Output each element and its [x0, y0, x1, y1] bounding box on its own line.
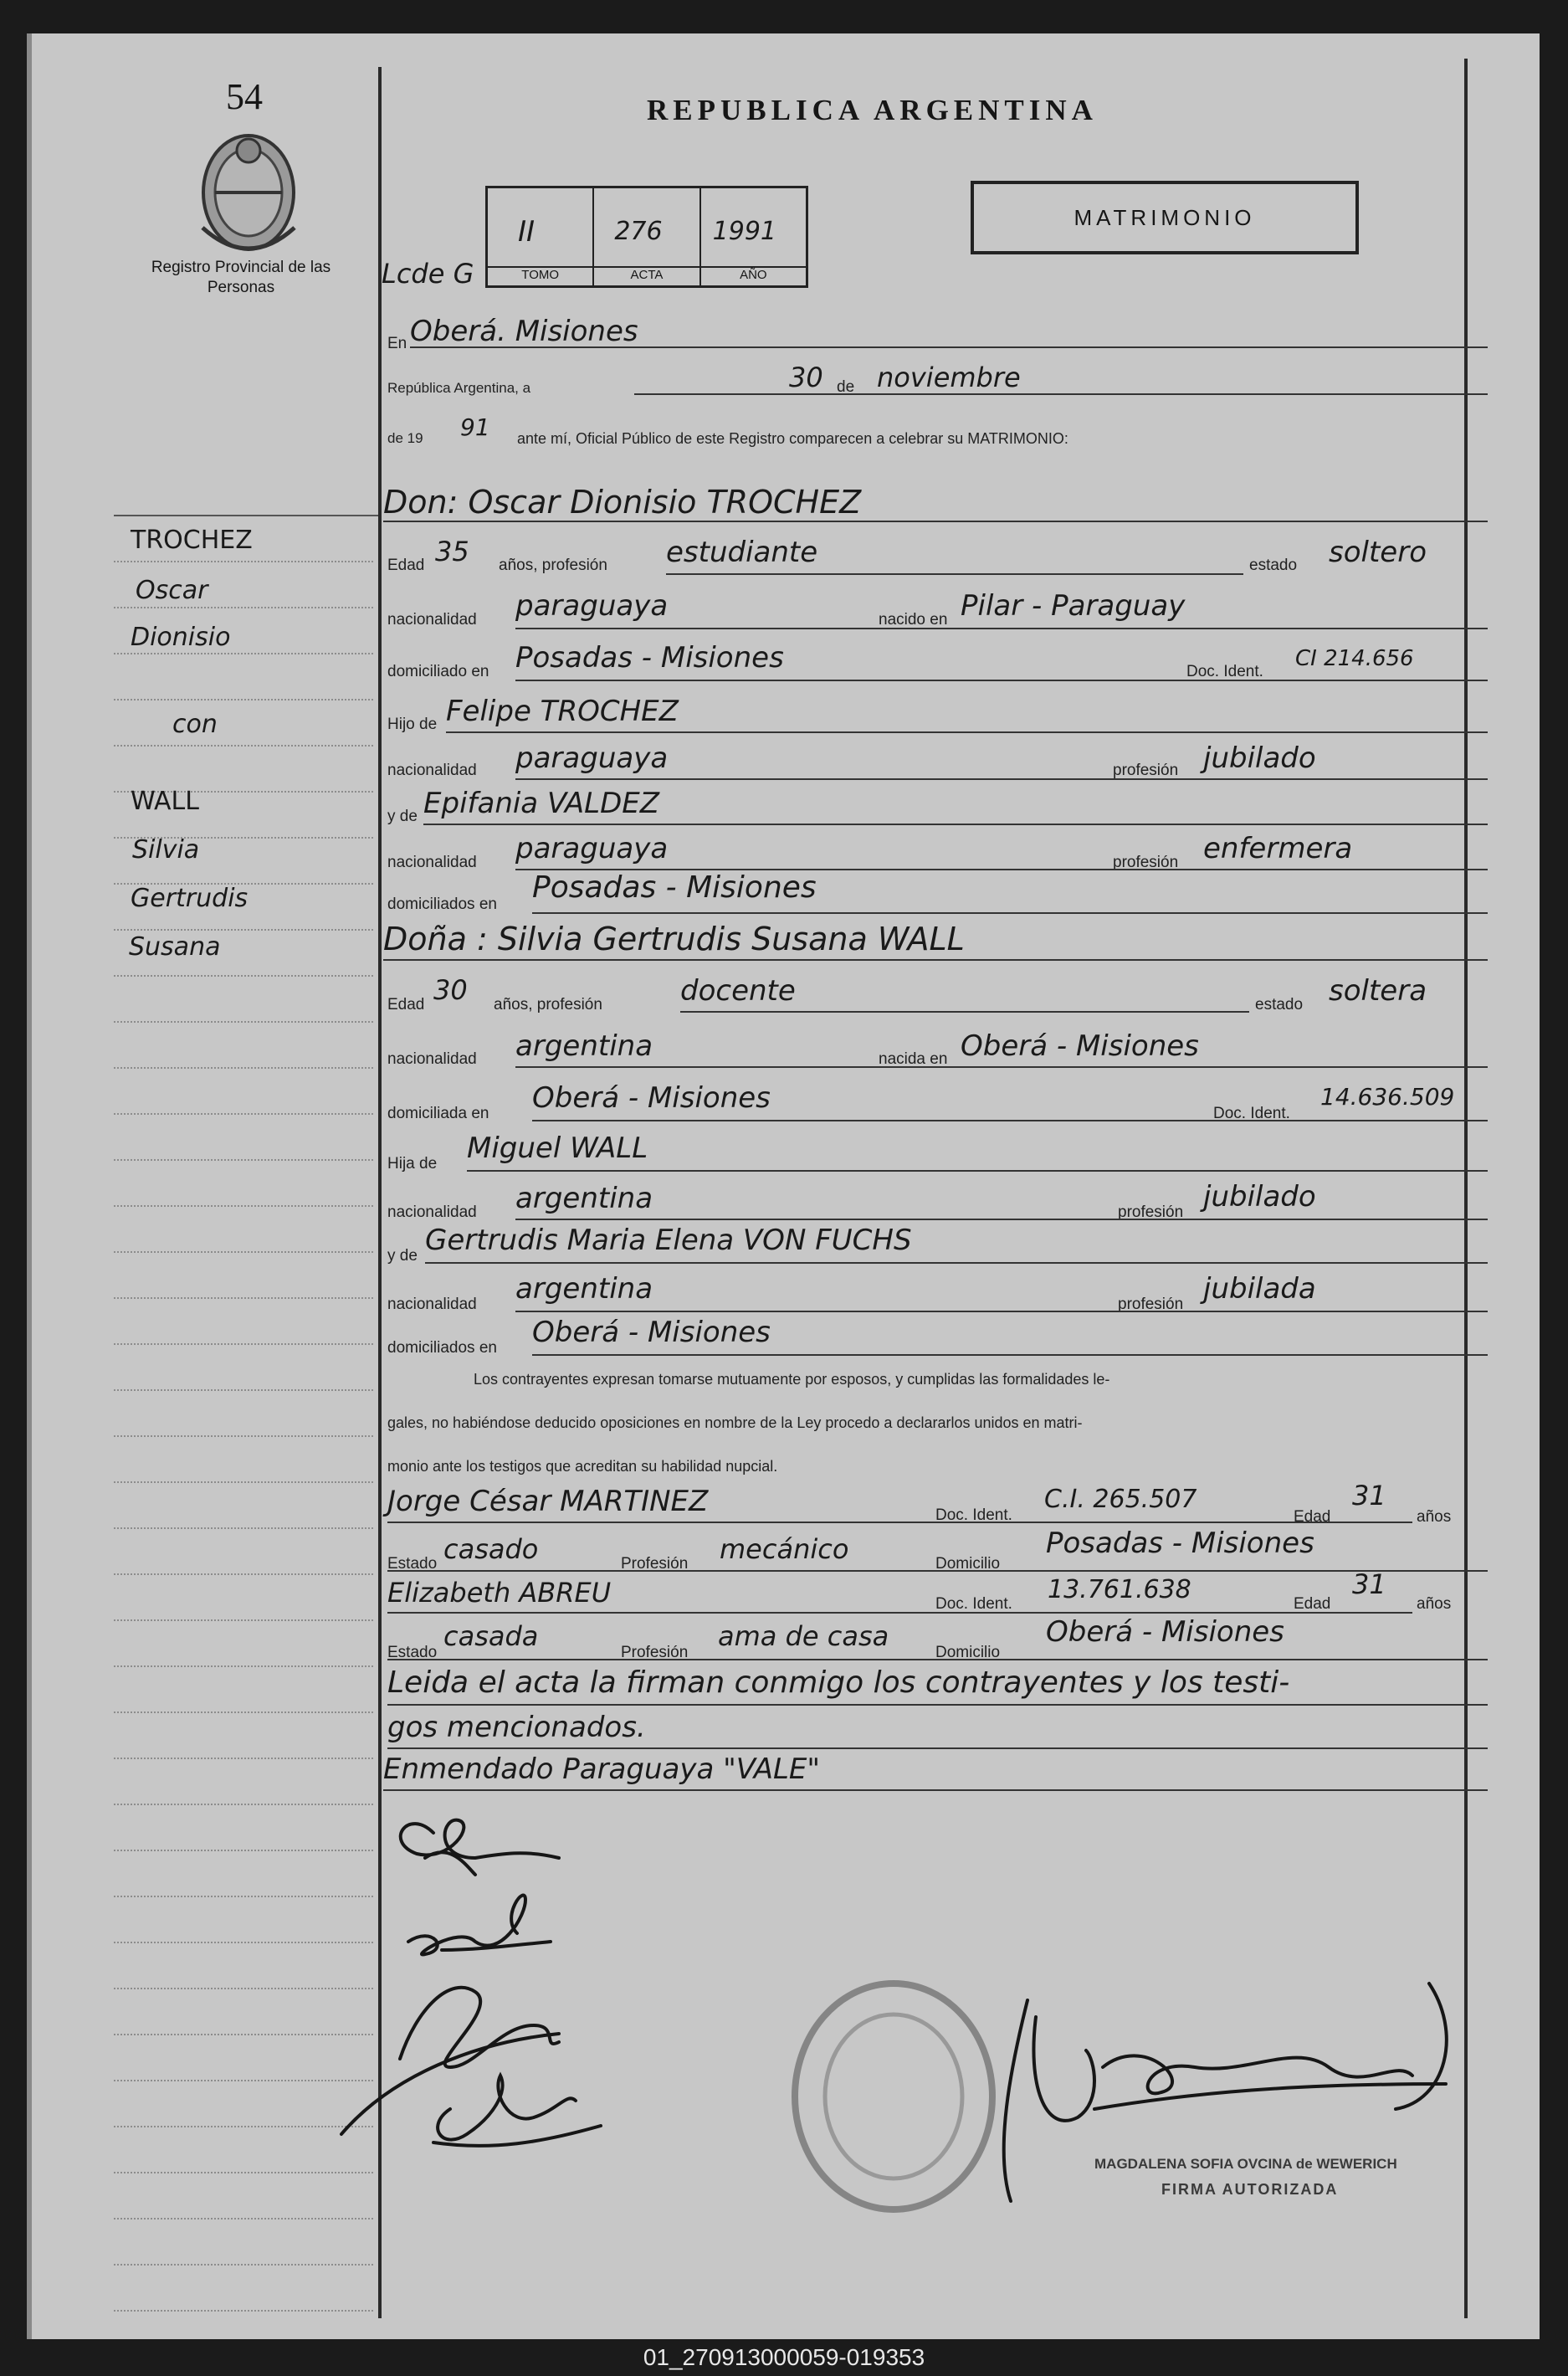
margin-name: WALL: [131, 787, 199, 816]
groom-estado-label: estado: [1249, 557, 1298, 574]
bride-padre: Miguel WALL: [467, 1132, 648, 1165]
amendment-note: Enmendado Paraguaya "VALE": [383, 1752, 821, 1786]
declaration-line: gales, no habiéndose deducido oposiciones en nombre de la Ley procedo a declararlos unidos en matri-: [387, 1414, 1083, 1431]
groom-madre-prof: enfermera: [1203, 832, 1353, 865]
field-line: [515, 680, 1488, 681]
margin-top-line: [114, 515, 378, 516]
bride-profesion: docente: [680, 974, 796, 1008]
groom-madre-prof-label: profesión: [1113, 854, 1179, 871]
groom-padre-nac: paraguaya: [515, 742, 669, 775]
witness1-doc: C.I. 265.507: [1044, 1485, 1197, 1514]
bride-padres-dom-label: domiciliados en: [387, 1339, 497, 1357]
coat-of-arms-logo: [194, 127, 303, 269]
date-month: noviembre: [877, 362, 1021, 393]
bride-edad-label: Edad: [387, 996, 425, 1014]
year-label: de 19: [387, 430, 423, 446]
book-prefix: Lcde G: [382, 258, 474, 290]
bride-prof-label: años, profesión: [494, 996, 602, 1014]
field-line: [515, 628, 1488, 629]
witness1-name: Jorge César MARTINEZ: [387, 1485, 709, 1518]
groom-nacionalidad: paraguaya: [515, 589, 669, 623]
witness1-dom-label: Domicilio: [935, 1555, 1001, 1573]
bride-madre-label: y de: [387, 1247, 418, 1265]
acta-label: ACTA: [594, 266, 699, 282]
field-line: [680, 1011, 1249, 1013]
bride-nacida-label: nacida en: [879, 1050, 948, 1068]
field-line: [387, 1659, 1488, 1660]
witness1-doc-label: Doc. Ident.: [935, 1506, 1012, 1524]
field-line: [634, 393, 1488, 395]
witness2-dom-label: Domicilio: [935, 1644, 1001, 1661]
field-line: [515, 1066, 1488, 1068]
margin-name: Oscar: [136, 576, 208, 605]
record-type: MATRIMONIO: [1074, 205, 1256, 230]
bride-header: Doña : Silvia Gertrudis Susana WALL: [383, 921, 965, 957]
groom-edad-label: Edad: [387, 557, 425, 574]
bride-estado-label: estado: [1255, 996, 1304, 1014]
field-line: [383, 959, 1488, 961]
field-line: [446, 731, 1488, 733]
witness1-dom: Posadas - Misiones: [1046, 1527, 1314, 1560]
record-page: [27, 33, 1540, 2339]
field-line: [387, 1704, 1488, 1706]
stamp-name: MAGDALENA SOFIA OVCINA de WEWERICH: [1094, 2156, 1397, 2172]
field-line: [532, 1120, 1488, 1121]
witness1-edad: 31: [1352, 1480, 1386, 1511]
groom-padre-prof-label: profesión: [1113, 762, 1179, 779]
witness1-prof-label: Profesión: [621, 1555, 689, 1573]
field-line: [410, 346, 1488, 348]
bride-padre-prof: jubilado: [1203, 1180, 1316, 1214]
bride-nacionalidad: argentina: [515, 1029, 653, 1063]
bride-doc-label: Doc. Ident.: [1213, 1105, 1290, 1122]
registry-name: Registro Provincial de las Personas: [151, 259, 331, 296]
country-title: REPUBLICA ARGENTINA: [647, 94, 1098, 126]
bride-doc: 14.636.509: [1320, 1083, 1455, 1111]
field-line: [532, 1354, 1488, 1356]
scan-id-footer: 01_270913000059-019353: [0, 2339, 1568, 2376]
groom-nac-label: nacionalidad: [387, 611, 477, 629]
stamp-role: FIRMA AUTORIZADA: [1161, 2181, 1339, 2198]
witness2-doc-label: Doc. Ident.: [935, 1595, 1012, 1613]
witness2-estado-label: Estado: [387, 1644, 438, 1661]
field-line: [387, 1522, 1412, 1523]
field-line: [532, 912, 1488, 914]
bride-domicilio: Oberá - Misiones: [532, 1081, 771, 1115]
witness1-estado-label: Estado: [387, 1555, 438, 1573]
witness2-edad: 31: [1352, 1568, 1386, 1600]
field-line: [425, 1262, 1488, 1264]
groom-doc: CI 214.656: [1295, 646, 1414, 671]
bride-madre-prof: jubilada: [1203, 1272, 1316, 1306]
place-value: Oberá. Misiones: [410, 315, 638, 348]
declaration-line: monio ante los testigos que acreditan su habilidad nupcial.: [387, 1458, 778, 1475]
signatures-left: [308, 1774, 726, 2209]
closing-line: gos mencionados.: [387, 1711, 646, 1744]
record-type-box: [971, 181, 1359, 254]
groom-header: Don: Oscar Dionisio TROCHEZ: [383, 484, 862, 521]
place-label: En: [387, 335, 407, 352]
field-line: [515, 1311, 1488, 1312]
groom-prof-label: años, profesión: [499, 557, 607, 574]
margin-name: Gertrudis: [131, 884, 249, 913]
field-line: [666, 573, 1243, 575]
field-line: [467, 1170, 1488, 1172]
bride-padre-label: Hija de: [387, 1155, 438, 1173]
bride-madre-prof-label: profesión: [1118, 1296, 1184, 1313]
witness2-doc: 13.761.638: [1048, 1575, 1191, 1604]
groom-dom-label: domiciliado en: [387, 663, 489, 680]
page-number: 54: [226, 76, 263, 117]
date-de: de: [837, 378, 855, 396]
groom-domicilio: Posadas - Misiones: [515, 641, 784, 675]
witness1-anos: años: [1417, 1508, 1452, 1526]
witness1-prof: mecánico: [720, 1533, 849, 1565]
bride-nac-label: nacionalidad: [387, 1050, 477, 1068]
field-line: [387, 1570, 1488, 1572]
groom-estado: soltero: [1329, 536, 1427, 569]
witness2-dom: Oberá - Misiones: [1046, 1615, 1284, 1649]
acta-value: 276: [614, 217, 663, 246]
field-line: [387, 1747, 1488, 1749]
witness2-anos: años: [1417, 1595, 1452, 1613]
bride-padres-dom: Oberá - Misiones: [532, 1316, 771, 1349]
field-line: [423, 824, 1488, 825]
groom-padre: Felipe TROCHEZ: [446, 695, 679, 728]
witness2-estado: casada: [443, 1620, 539, 1652]
groom-doc-label: Doc. Ident.: [1186, 663, 1263, 680]
official-signature: [977, 1967, 1479, 2218]
groom-padre-nac-label: nacionalidad: [387, 762, 477, 779]
book-reference-box: [485, 186, 808, 288]
groom-madre: Epifania VALDEZ: [423, 787, 660, 820]
witness1-edad-label: Edad: [1294, 1508, 1331, 1526]
closing-line: Leida el acta la firman conmigo los contrayentes y los testi-: [387, 1665, 1290, 1700]
ano-label: AÑO: [701, 266, 806, 282]
witness2-edad-label: Edad: [1294, 1595, 1331, 1613]
groom-edad: 35: [435, 536, 469, 567]
date-day: 30: [789, 362, 823, 393]
margin-name: Dionisio: [131, 623, 231, 652]
groom-profesion: estudiante: [666, 536, 818, 569]
groom-padre-prof: jubilado: [1203, 742, 1316, 775]
witness2-prof-label: Profesión: [621, 1644, 689, 1661]
declaration-line: Los contrayentes expresan tomarse mutuamente por esposos, y cumplidas las formalidades le-: [474, 1371, 1110, 1388]
groom-padre-label: Hijo de: [387, 716, 438, 733]
margin-name: TROCHEZ: [131, 526, 253, 555]
date-prefix: República Argentina, a: [387, 380, 531, 396]
bride-estado: soltera: [1329, 974, 1427, 1008]
groom-padres-dom: Posadas - Misiones: [532, 870, 817, 905]
bride-padre-nac-label: nacionalidad: [387, 1203, 477, 1221]
groom-nacido: Pilar - Paraguay: [961, 589, 1186, 623]
date-year: 91: [460, 413, 490, 441]
bride-nacida: Oberá - Misiones: [961, 1029, 1199, 1063]
bride-madre-nac: argentina: [515, 1272, 653, 1306]
groom-padres-dom-label: domiciliados en: [387, 895, 497, 913]
field-line: [515, 1219, 1488, 1220]
margin-name: Susana: [129, 932, 221, 962]
bride-madre: Gertrudis Maria Elena VON FUCHS: [425, 1224, 912, 1257]
groom-madre-label: y de: [387, 808, 418, 825]
date-tail: ante mí, Oficial Público de este Registro comparecen a celebrar su MATRIMONIO:: [517, 430, 1068, 447]
witness1-estado: casado: [443, 1533, 539, 1565]
witness2-prof: ama de casa: [718, 1620, 889, 1652]
official-seal-stamp: [785, 1975, 1002, 2218]
bride-padre-nac: argentina: [515, 1182, 653, 1215]
field-line: [383, 521, 1488, 522]
witness2-name: Elizabeth ABREU: [387, 1577, 612, 1609]
field-line: [515, 778, 1488, 780]
margin-name: con: [172, 710, 218, 739]
groom-madre-nac-label: nacionalidad: [387, 854, 477, 871]
bride-padre-prof-label: profesión: [1118, 1203, 1184, 1221]
groom-nacido-label: nacido en: [879, 611, 948, 629]
tomo-label: TOMO: [488, 266, 592, 282]
ano-value: 1991: [712, 217, 777, 246]
bride-dom-label: domiciliada en: [387, 1105, 489, 1122]
bride-edad: 30: [433, 974, 468, 1006]
bride-madre-nac-label: nacionalidad: [387, 1296, 477, 1313]
tomo-value: II: [518, 215, 535, 249]
groom-madre-nac: paraguaya: [515, 832, 669, 865]
margin-name: Silvia: [132, 835, 200, 865]
field-line: [387, 1612, 1412, 1614]
